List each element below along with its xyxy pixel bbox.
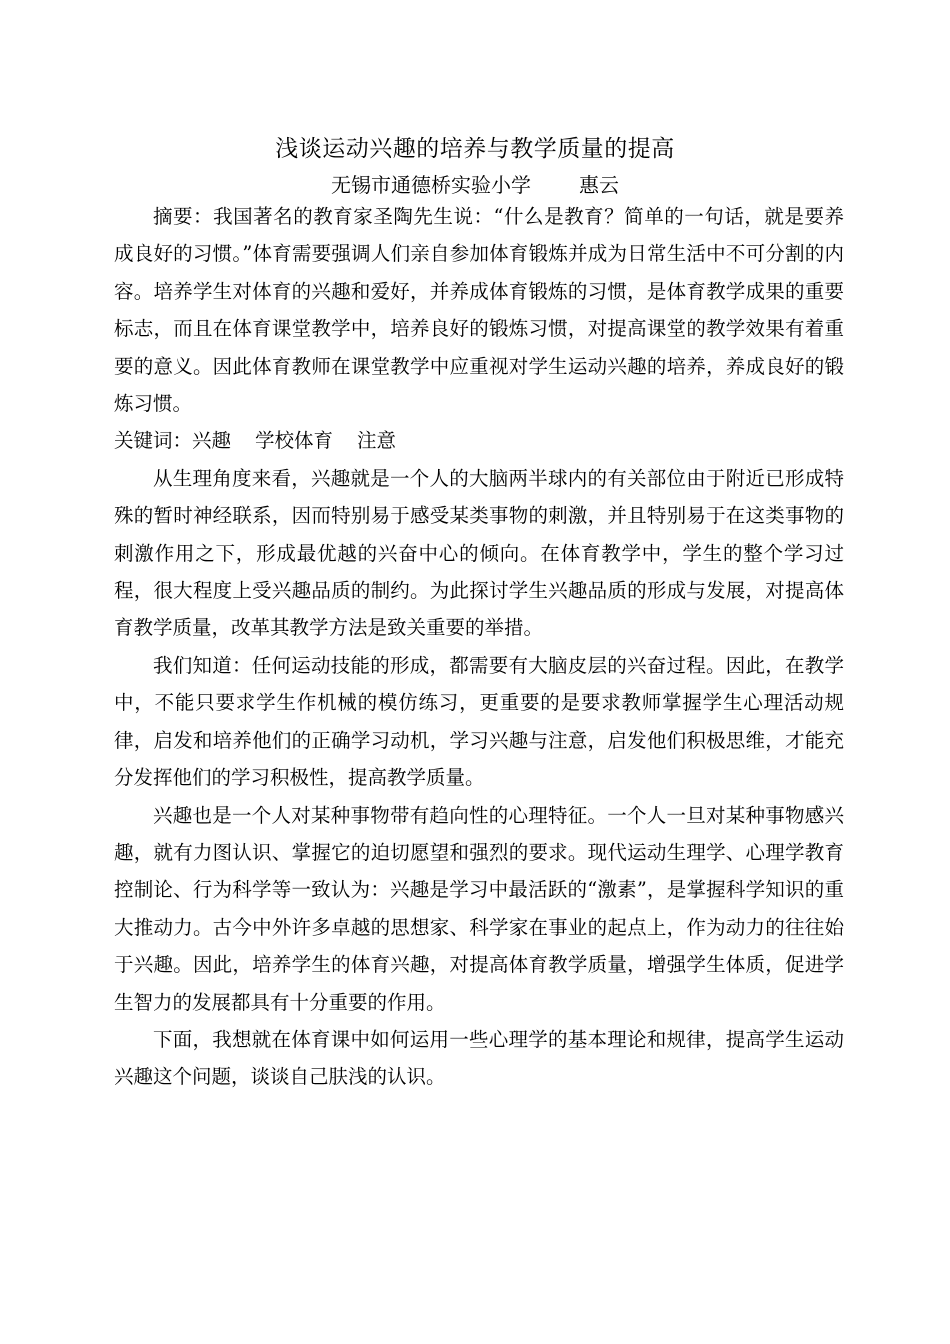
keyword: 兴趣 (192, 429, 232, 453)
body-paragraph: 下面，我想就在体育课中如何运用一些心理学的基本理论和规律，提高学生运动兴趣这个问题，谈谈自己肤浅的认识。 (114, 1027, 844, 1089)
body-paragraph: 兴趣也是一个人对某种事物带有趋向性的心理特征。一个人一旦对某种事物感兴趣，就有力图认识、掌握它的迫切愿望和强烈的要求。现代运动生理学、心理学教育控制论、行为科学等一致认为：兴趣是学习中最活跃的“激素”，是掌握科学知识的重大推动力。古今中外许多卓越的思想家、科学家在事业的起点上，作为动力的往往始于兴趣。因此，培养学生的体育兴趣，对提高体育教学质量，增强学生体质，促进学生智力的发展都具有十分重要的作用。 (114, 803, 844, 1014)
body-paragraph: 从生理角度来看，兴趣就是一个人的大脑两半球内的有关部位由于附近已形成特殊的暂时神经联系，因而特别易于感受某类事物的刺激，并且特别易于在这类事物的刺激作用之下，形成最优越的兴奋中心的倾向。在体育教学中，学生的整个学习过程，很大程度上受兴趣品质的制约。为此探讨学生兴趣品质的形成与发展，对提高体育教学质量，改革其教学方法是致关重要的举措。 (114, 466, 844, 640)
author-school: 无锡市通德桥实验小学 (331, 173, 531, 197)
body-paragraph: 我们知道：任何运动技能的形成，都需要有大脑皮层的兴奋过程。因此，在教学中，不能只要求学生作机械的模仿练习，更重要的是要求教师掌握学生心理活动规律，启发和培养他们的正确学习动机，学习兴趣与注意，启发他们积极思维，才能充分发挥他们的学习积极性，提高教学质量。 (114, 653, 844, 790)
keyword: 学校体育 (255, 429, 334, 453)
abstract-paragraph: 摘要：我国著名的教育家圣陶先生说：“什么是教育？简单的一句话，就是要养成良好的习惯。”体育需要强调人们亲自参加体育锻炼并成为日常生活中不可分割的内容。培养学生对体育的兴趣和爱好，并养成体育锻炼的习惯，是体育教学成果的重要标志，而且在体育课堂教学中，培养良好的锻炼习惯，对提高课堂的教学效果有着重要的意义。因此体育教师在课堂教学中应重视对学生运动兴趣的培养，养成良好的锻炼习惯。 (114, 205, 844, 416)
keywords-line (114, 422, 844, 459)
document-title: 浅谈运动兴趣的培养与教学质量的提高 (275, 136, 675, 162)
document-body (114, 198, 844, 1096)
keyword: 注意 (357, 429, 397, 453)
author-name: 惠云 (579, 173, 619, 197)
keywords-label: 关键词： (114, 429, 193, 453)
author-line (0, 170, 950, 200)
